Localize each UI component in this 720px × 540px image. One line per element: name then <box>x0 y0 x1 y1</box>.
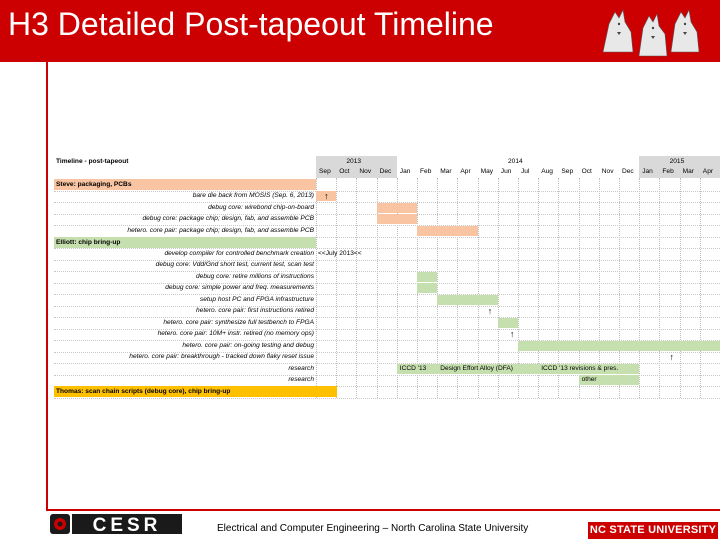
slide-title: H3 Detailed Post-tapeout Timeline <box>8 6 494 42</box>
task-label: hetero. core pair: 10M+ instr. retired (no memory ops) <box>157 330 314 337</box>
grid-vline <box>336 178 337 398</box>
month-label: Jul <box>521 168 530 175</box>
month-label: Sep <box>319 168 331 175</box>
year-label: 2013 <box>346 158 362 165</box>
section-label: Steve: packaging, PCBs <box>56 181 132 188</box>
task-bar-label: ICCD '13 revisions & pres. <box>541 364 619 372</box>
task-bar <box>377 214 417 224</box>
task-label: hetero. core pair: on-going testing and debug <box>182 341 314 349</box>
year-label: 2014 <box>508 158 523 165</box>
month-label: Apr <box>702 168 714 175</box>
month-label: Apr <box>460 168 471 175</box>
milestone-arrow-icon: ↑ <box>324 191 329 201</box>
cesr-logo-text: CESR <box>92 515 162 536</box>
task-label: debug core: wirebond chip-on-board <box>208 203 314 211</box>
section-label: Thomas: scan chain scripts (debug core), chip bring-up <box>56 388 231 395</box>
task-label: debug core: retire millions of instructions <box>195 272 314 280</box>
task-bar-label: other <box>581 376 597 383</box>
month-label: Dec <box>622 168 634 175</box>
task-label: hetero. core pair: first instructions retired <box>195 307 314 314</box>
gantt-title: Timeline - post-tapeout <box>56 158 129 165</box>
grid-vline <box>316 178 317 398</box>
task-bar <box>417 272 437 282</box>
month-label: Feb <box>662 168 674 175</box>
month-label: Nov <box>601 168 614 175</box>
gantt-table <box>54 156 720 416</box>
grid-vline <box>659 178 660 398</box>
grid-hline <box>54 398 720 399</box>
task-label: research <box>288 376 314 383</box>
task-bar-label: Design Effort Alloy (DFA) <box>440 364 513 372</box>
month-label: Dec <box>379 168 392 175</box>
month-label: Oct <box>581 168 592 175</box>
grid-vline <box>700 178 701 398</box>
month-label: Jan <box>642 168 653 175</box>
slide-header <box>0 0 720 62</box>
task-label: bare die back from MOSIS (Sep. 6, 2013) <box>192 192 314 199</box>
month-label: Mar <box>440 168 452 175</box>
footer-text: Electrical and Computer Engineering – North Carolina State University <box>217 523 529 534</box>
task-bar <box>417 283 437 293</box>
task-label: debug core: Vdd/Gnd short test, current test, scan test <box>155 261 314 268</box>
month-label: Sep <box>561 168 574 175</box>
section-label: Elliott: chip bring-up <box>56 238 121 246</box>
month-label: Jun <box>500 168 512 175</box>
task-bar <box>417 226 478 236</box>
year-label: 2015 <box>669 158 685 165</box>
task-label: setup host PC and FPGA infrastructure <box>199 295 314 303</box>
task-label: debug core: simple power and freq. measurements <box>165 284 314 291</box>
cesr-logo-icon <box>48 511 184 537</box>
task-bar <box>518 341 720 351</box>
grid-vline <box>680 178 681 398</box>
left-accent-rule <box>46 62 48 510</box>
task-label: debug core: package chip; design, fab, and assemble PCB <box>142 215 314 222</box>
task-label: research <box>288 364 314 372</box>
task-bar <box>377 203 417 213</box>
task-label: hetero. core pair: synthesize full testbench to FPGA <box>163 318 314 326</box>
grid-vline <box>356 178 357 398</box>
month-label: Oct <box>339 168 350 175</box>
task-label: hetero. core pair: breakthrough - tracked down flaky reset issue <box>129 353 314 360</box>
grid-vline <box>639 178 640 398</box>
month-label: May <box>480 168 494 175</box>
task-label: develop compiler for controlled benchmark creation <box>164 249 314 257</box>
task-bar <box>437 295 498 305</box>
month-label: Mar <box>682 168 694 175</box>
milestone-arrow-icon: ↑ <box>669 352 674 362</box>
milestone-arrow-icon: ↑ <box>487 306 493 316</box>
milestone-arrow-icon: ↑ <box>509 329 515 339</box>
task-bar-label: ICCD '13 <box>399 364 427 372</box>
month-label: Aug <box>541 168 553 175</box>
wolf-pack-logo-icon <box>599 2 714 60</box>
task-bar <box>498 318 518 328</box>
ncsu-logo: NC STATE UNIVERSITY <box>588 522 718 539</box>
task-note: <<July 2013<< <box>318 249 362 257</box>
month-label: Nov <box>359 168 372 175</box>
month-label: Feb <box>420 168 432 175</box>
task-label: hetero. core pair: package chip; design, fab, and assemble PCB <box>127 226 314 234</box>
month-label: Jan <box>399 168 411 175</box>
